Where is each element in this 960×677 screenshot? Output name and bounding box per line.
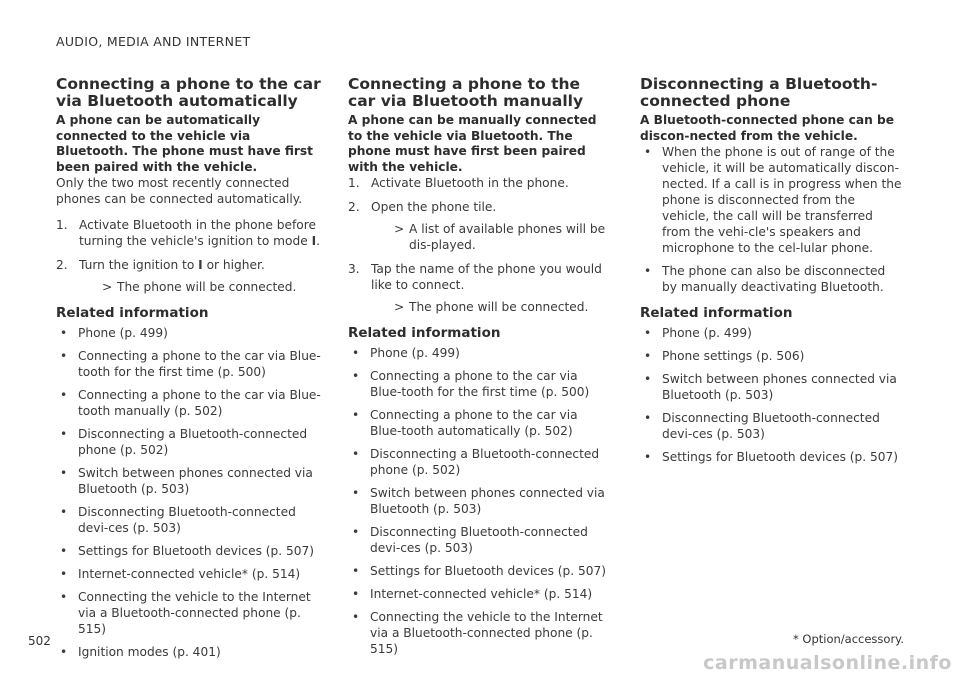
- related-link[interactable]: [640, 449, 902, 465]
- column-manual-connect: [348, 76, 610, 664]
- related-title: Related information: [348, 325, 501, 341]
- result-arrow: >: [394, 222, 405, 236]
- result-text: The phone will be connected.: [117, 280, 297, 294]
- related-link[interactable]: [56, 387, 326, 419]
- result-arrow: >: [102, 280, 113, 294]
- step-text: Tap the name of the phone you would like to connect.: [371, 262, 602, 292]
- step-item: [56, 217, 326, 249]
- related-link[interactable]: [348, 524, 610, 556]
- manual-connect-steps: [348, 175, 610, 315]
- bullet-icon: •: [644, 450, 652, 464]
- bullet-icon: •: [352, 610, 360, 624]
- related-link[interactable]: [348, 407, 610, 439]
- related-list: [348, 345, 610, 657]
- related-link-text[interactable]: Phone settings (p. 506): [662, 349, 805, 363]
- bullet-icon: •: [352, 564, 360, 578]
- bullet-icon: •: [352, 346, 360, 360]
- related-title: Related information: [56, 305, 209, 321]
- column-auto-connect: [56, 76, 326, 667]
- related-link-text[interactable]: Connecting the vehicle to the Internet via a Bluetooth-connected phone (p. 515): [78, 590, 311, 636]
- page-number: 502: [28, 634, 51, 648]
- related-link-text[interactable]: Disconnecting Bluetooth-connected devi-ces (p. 503): [78, 505, 296, 535]
- step-item: [348, 199, 610, 253]
- bullet-icon: •: [352, 525, 360, 539]
- step-item: [348, 261, 610, 315]
- step-text-end: or higher.: [202, 258, 265, 272]
- related-link[interactable]: [56, 543, 326, 559]
- bullet-icon: •: [352, 486, 360, 500]
- related-link-text[interactable]: Disconnecting a Bluetooth-connected phone (p. 502): [78, 427, 308, 457]
- ignition-mode: I: [311, 234, 317, 248]
- bullet-icon: •: [352, 369, 360, 383]
- step-number: 3.: [348, 262, 360, 276]
- bullet-icon: •: [60, 427, 68, 441]
- step-result: [371, 299, 610, 315]
- bullet-icon: •: [352, 587, 360, 601]
- related-list: [56, 325, 326, 660]
- bullet-icon: •: [644, 145, 652, 159]
- related-link[interactable]: [348, 563, 610, 579]
- bullet-icon: •: [644, 349, 652, 363]
- step-text: Open the phone tile.: [371, 200, 497, 214]
- step-text: Activate Bluetooth in the phone before turning the vehicle's ignition to mode: [79, 218, 316, 248]
- footnote: * Option/accessory.: [793, 632, 904, 646]
- related-link[interactable]: [56, 504, 326, 536]
- bullet-icon: •: [60, 590, 68, 604]
- column-disconnect: [640, 76, 902, 472]
- auto-connect-steps: [56, 217, 326, 295]
- disconnect-bullets: [640, 144, 902, 295]
- step-text: Activate Bluetooth in the phone.: [371, 176, 569, 190]
- bullet-icon: •: [60, 505, 68, 519]
- disconnect-lead: A Bluetooth-connected phone can be discon-nected from the vehicle.: [640, 113, 895, 143]
- related-title: Related information: [640, 305, 793, 321]
- related-link-text[interactable]: Phone (p. 499): [662, 326, 752, 340]
- related-link[interactable]: [56, 426, 326, 458]
- related-link[interactable]: [56, 644, 326, 660]
- related-link[interactable]: [640, 348, 902, 364]
- step-number: 1.: [348, 176, 360, 190]
- related-link[interactable]: [56, 589, 326, 637]
- related-link-text[interactable]: Settings for Bluetooth devices (p. 507): [662, 450, 899, 464]
- step-result: [371, 221, 610, 253]
- related-link-text[interactable]: Settings for Bluetooth devices (p. 507): [78, 544, 315, 558]
- bullet-icon: •: [60, 645, 68, 659]
- related-link[interactable]: [56, 348, 326, 380]
- related-link[interactable]: [640, 410, 902, 442]
- related-link-text[interactable]: Connecting a phone to the car via Blue-tooth for the first time (p. 500): [78, 349, 321, 379]
- bullet-item: [640, 144, 902, 256]
- related-link[interactable]: [348, 586, 610, 602]
- bullet-icon: •: [644, 264, 652, 278]
- manual-connect-lead: A phone can be manually connected to the vehicle via Bluetooth. The phone must have first been paired with the vehicle.: [348, 113, 597, 174]
- related-link[interactable]: [56, 566, 326, 582]
- related-link-text[interactable]: Switch between phones connected via Bluetooth (p. 503): [370, 486, 605, 516]
- related-link-text[interactable]: Settings for Bluetooth devices (p. 507): [370, 564, 607, 578]
- step-item: [56, 257, 326, 295]
- bullet-icon: •: [60, 388, 68, 402]
- step-number: 2.: [348, 200, 360, 214]
- bullet-icon: •: [644, 411, 652, 425]
- related-link[interactable]: [56, 325, 326, 341]
- step-item: [348, 175, 610, 191]
- auto-connect-title: Connecting a phone to the car via Bluetooth automatically: [56, 75, 321, 110]
- bullet-text: The phone can also be disconnected by manually deactivating Bluetooth.: [662, 264, 886, 294]
- related-link-text[interactable]: Connecting a phone to the car via Blue-tooth automatically (p. 502): [370, 408, 578, 438]
- auto-connect-lead: A phone can be automatically connected to the vehicle via Bluetooth. The phone must have first been paired with the vehicle.: [56, 113, 313, 174]
- disconnect-title: Disconnecting a Bluetooth-connected phone: [640, 75, 878, 110]
- related-link-text[interactable]: Phone (p. 499): [370, 346, 460, 360]
- step-number: 1.: [56, 218, 68, 232]
- related-link-text[interactable]: Disconnecting Bluetooth-connected devi-ces (p. 503): [370, 525, 588, 555]
- step-text-end: .: [316, 234, 321, 248]
- bullet-icon: •: [60, 349, 68, 363]
- related-link-text[interactable]: Internet-connected vehicle* (p. 514): [370, 587, 593, 601]
- bullet-icon: •: [60, 544, 68, 558]
- related-link[interactable]: [348, 368, 610, 400]
- bullet-icon: •: [644, 372, 652, 386]
- related-link[interactable]: [640, 325, 902, 341]
- ignition-mode: I: [198, 258, 203, 272]
- section-header: AUDIO, MEDIA AND INTERNET: [56, 34, 251, 49]
- related-link[interactable]: [56, 465, 326, 497]
- auto-connect-body: Only the two most recently connected phones can be connected automatically.: [56, 176, 303, 206]
- related-link[interactable]: [640, 371, 902, 403]
- result-arrow: >: [394, 300, 405, 314]
- result-text: A list of available phones will be dis-played.: [409, 222, 606, 252]
- related-link-text[interactable]: Disconnecting Bluetooth-connected devi-ces (p. 503): [662, 411, 880, 441]
- related-link-text[interactable]: Phone (p. 499): [78, 326, 168, 340]
- bullet-icon: •: [60, 326, 68, 340]
- related-link[interactable]: [348, 485, 610, 517]
- related-link-text[interactable]: Connecting the vehicle to the Internet via a Bluetooth-connected phone (p. 515): [370, 610, 603, 656]
- bullet-item: [640, 263, 902, 295]
- related-link[interactable]: [348, 446, 610, 478]
- related-link-text[interactable]: Switch between phones connected via Bluetooth (p. 503): [78, 466, 313, 496]
- related-link-text[interactable]: Switch between phones connected via Bluetooth (p. 503): [662, 372, 897, 402]
- related-link-text[interactable]: Internet-connected vehicle* (p. 514): [78, 567, 301, 581]
- manual-connect-title: Connecting a phone to the car via Bluetooth manually: [348, 75, 584, 110]
- watermark: carmanualsonline.info: [703, 652, 952, 674]
- result-text: The phone will be connected.: [409, 300, 589, 314]
- related-list: [640, 325, 902, 465]
- bullet-icon: •: [352, 408, 360, 422]
- step-result: [79, 279, 326, 295]
- step-number: 2.: [56, 258, 68, 272]
- related-link-text[interactable]: Connecting a phone to the car via Blue-tooth manually (p. 502): [78, 388, 321, 418]
- related-link-text[interactable]: Connecting a phone to the car via Blue-tooth for the first time (p. 500): [370, 369, 590, 399]
- bullet-icon: •: [60, 466, 68, 480]
- related-link[interactable]: [348, 345, 610, 361]
- bullet-text: When the phone is out of range of the vehicle, it will be automatically discon-nected. If a call is in progress when the phone is disconnected from the vehicle, the call will be transferred from the vehi-cle's speakers and microphone to the cel-lular phone.: [662, 145, 902, 255]
- related-link-text[interactable]: Ignition modes (p. 401): [78, 645, 221, 659]
- bullet-icon: •: [644, 326, 652, 340]
- related-link-text[interactable]: Disconnecting a Bluetooth-connected phone (p. 502): [370, 447, 600, 477]
- bullet-icon: •: [352, 447, 360, 461]
- bullet-icon: •: [60, 567, 68, 581]
- step-text: Turn the ignition to: [79, 258, 199, 272]
- related-link[interactable]: [348, 609, 610, 657]
